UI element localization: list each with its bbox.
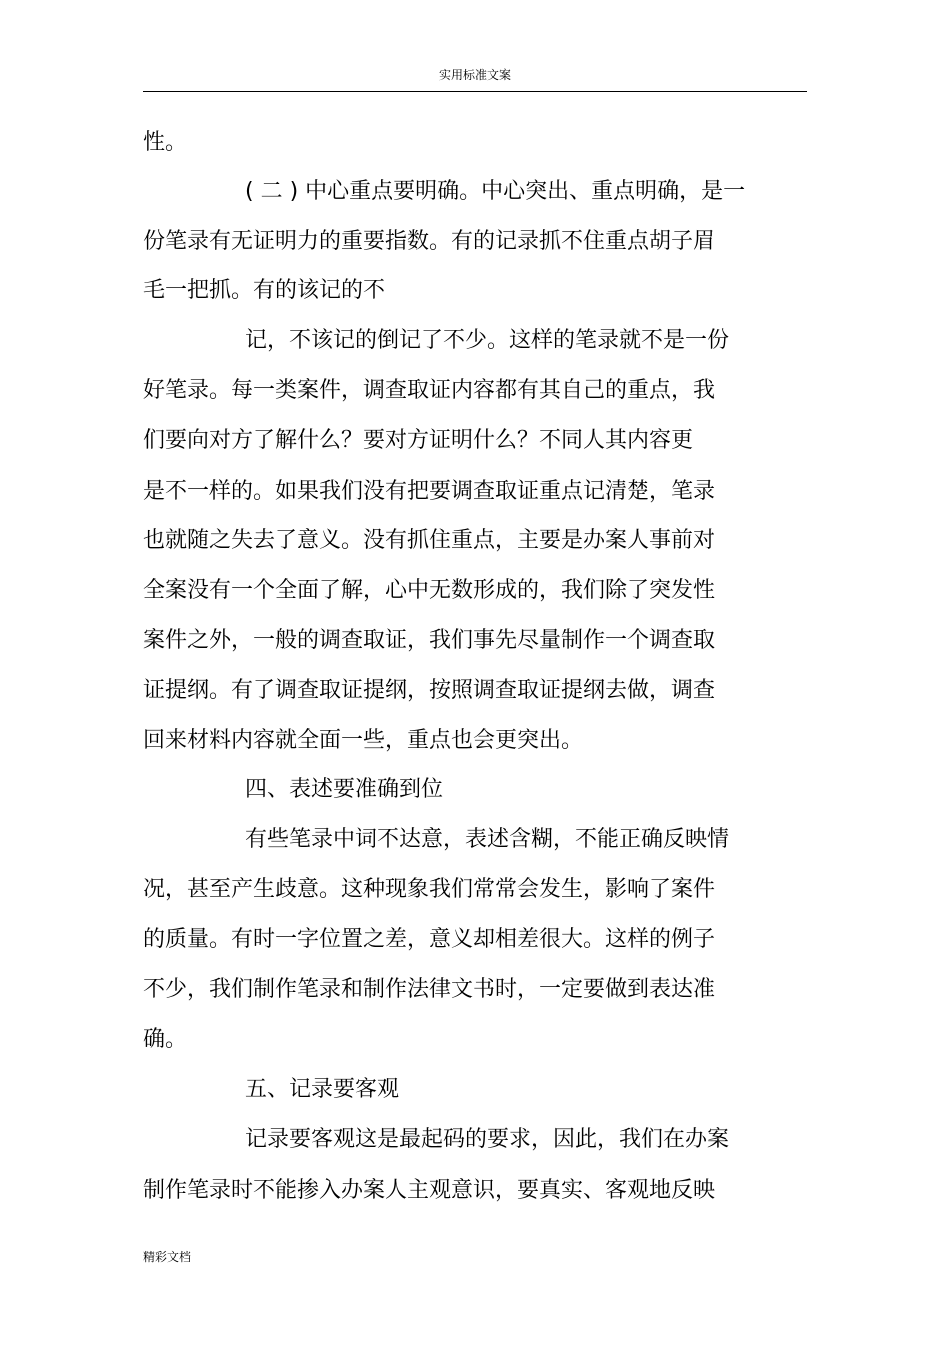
header-title: 实用标准文案 xyxy=(438,68,511,82)
section-heading: 四、表述要准确到位 xyxy=(245,777,444,802)
text-line: 性。 xyxy=(143,130,188,155)
text-line: 回来材料内容就全面一些，重点也会更突出。 xyxy=(143,728,584,753)
footer-label: 精彩文档 xyxy=(143,1250,192,1264)
text-line: 毛一把抓。有的该记的不 xyxy=(143,278,386,303)
section-heading: 五、记录要客观 xyxy=(245,1077,400,1102)
text-line: 们要向对方了解什么？要对方证明什么？不同人其内容更 xyxy=(143,428,694,453)
header-divider xyxy=(143,91,807,92)
text-line: 记录要客观这是最起码的要求，因此，我们在办案 xyxy=(245,1127,730,1152)
text-line: 记，不该记的倒记了不少。这样的笔录就不是一份 xyxy=(245,328,730,353)
text-line: 制作笔录时不能掺入办案人主观意识，要真实、客观地反映 xyxy=(143,1178,716,1203)
text-line: 是不一样的。如果我们没有把要调查取证重点记清楚，笔录 xyxy=(143,479,716,504)
text-line: 有些笔录中词不达意，表述含糊，不能正确反映情 xyxy=(245,827,730,852)
text-line: 也就随之失去了意义。没有抓住重点，主要是办案人事前对 xyxy=(143,528,716,553)
text-line: 不少，我们制作笔录和制作法律文书时，一定要做到表达准 xyxy=(143,977,716,1002)
text-line: 全案没有一个全面了解，心中无数形成的，我们除了突发性 xyxy=(143,578,716,603)
text-line: 份笔录有无证明力的重要指数。有的记录抓不住重点胡子眉 xyxy=(143,229,716,254)
text-line: 证提纲。有了调查取证提纲，按照调查取证提纲去做，调查 xyxy=(143,678,716,703)
text-line: 案件之外，一般的调查取证，我们事先尽量制作一个调查取 xyxy=(143,628,716,653)
text-line: ( 二 ) 中心重点要明确。中心突出、重点明确，是一 xyxy=(245,179,746,204)
text-line: 好笔录。每一类案件，调查取证内容都有其自己的重点，我 xyxy=(143,378,716,403)
text-line: 况，甚至产生歧意。这种现象我们常常会发生，影响了案件 xyxy=(143,877,716,902)
text-line: 确。 xyxy=(143,1027,188,1052)
text-line: 的质量。有时一字位置之差，意义却相差很大。这样的例子 xyxy=(143,927,716,952)
